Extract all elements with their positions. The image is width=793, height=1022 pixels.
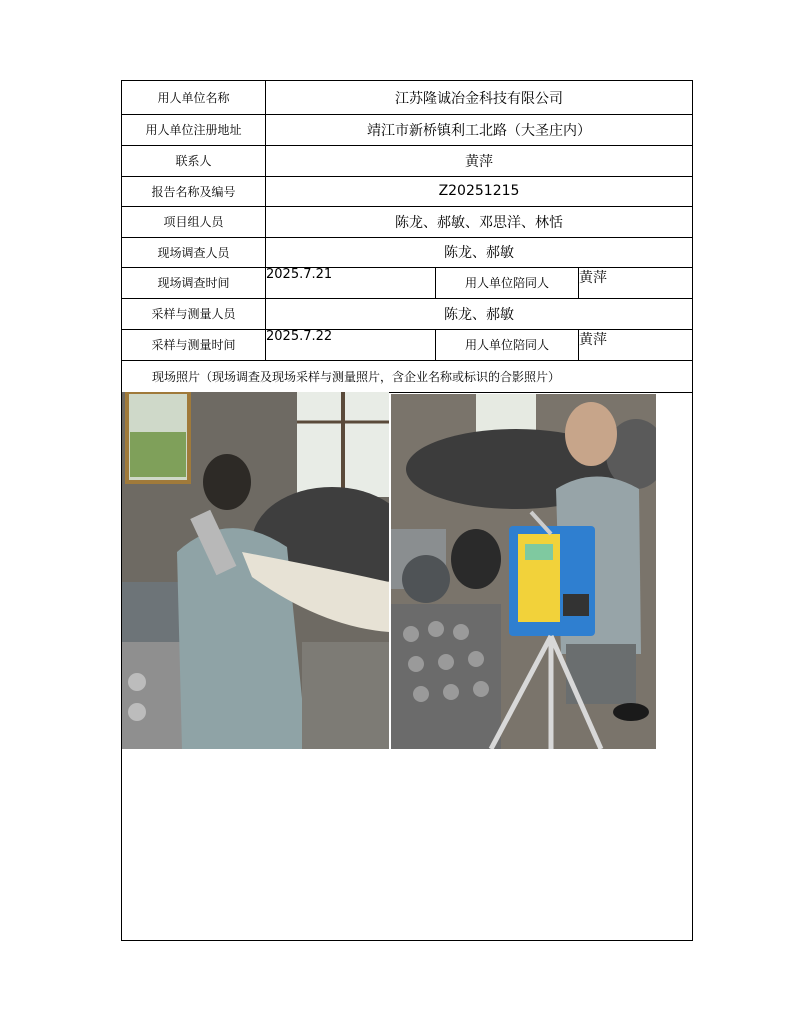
row-sampling-time [122, 329, 692, 361]
row-report-number [122, 176, 692, 207]
sampling-companion-value: 黄萍 [579, 332, 607, 348]
row-company-address [122, 114, 692, 146]
contact-label: 联系人 [122, 145, 266, 176]
photo-area [122, 392, 692, 749]
row-company-name [122, 81, 692, 115]
sampling-staff-value: 陈龙、郝敏 [444, 306, 514, 323]
sampling-photo [391, 394, 656, 749]
row-sampling-staff [122, 298, 692, 330]
row-project-team [122, 206, 692, 238]
company-name-value: 江苏隆诚冶金科技有限公司 [395, 90, 563, 107]
survey-time-value: 2025.7.21 [266, 267, 436, 298]
survey-staff-value: 陈龙、郝敏 [444, 245, 514, 261]
survey-photo [122, 392, 389, 749]
survey-companion-label: 用人单位陪同人 [436, 267, 579, 298]
report-number-value: Z20251215 [438, 183, 520, 199]
survey-staff-label: 现场调查人员 [122, 237, 266, 267]
contact-value: 黄萍 [465, 153, 493, 170]
row-contact [122, 145, 692, 177]
row-survey-time [122, 267, 692, 299]
report-number-label: 报告名称及编号 [122, 176, 266, 206]
row-photo-caption [122, 360, 692, 393]
survey-time-label: 现场调查时间 [122, 267, 266, 298]
site-survey-form [121, 80, 693, 941]
row-survey-staff [122, 237, 692, 268]
company-name-label: 用人单位名称 [122, 81, 266, 114]
company-address-label: 用人单位注册地址 [122, 114, 266, 145]
photo-caption: 现场照片（现场调查及现场采样与测量照片，含企业名称或标识的合影照片） [152, 369, 561, 384]
sampling-staff-label: 采样与测量人员 [122, 298, 266, 329]
survey-companion-value: 黄萍 [579, 270, 607, 286]
sampling-companion-label: 用人单位陪同人 [436, 329, 579, 360]
sampling-time-label: 采样与测量时间 [122, 329, 266, 360]
project-team-label: 项目组人员 [122, 206, 266, 237]
project-team-value: 陈龙、郝敏、邓思洋、林恬 [395, 214, 563, 231]
sampling-time-value: 2025.7.22 [266, 329, 436, 360]
company-address-value: 靖江市新桥镇利工北路（大圣庄内） [367, 122, 591, 139]
